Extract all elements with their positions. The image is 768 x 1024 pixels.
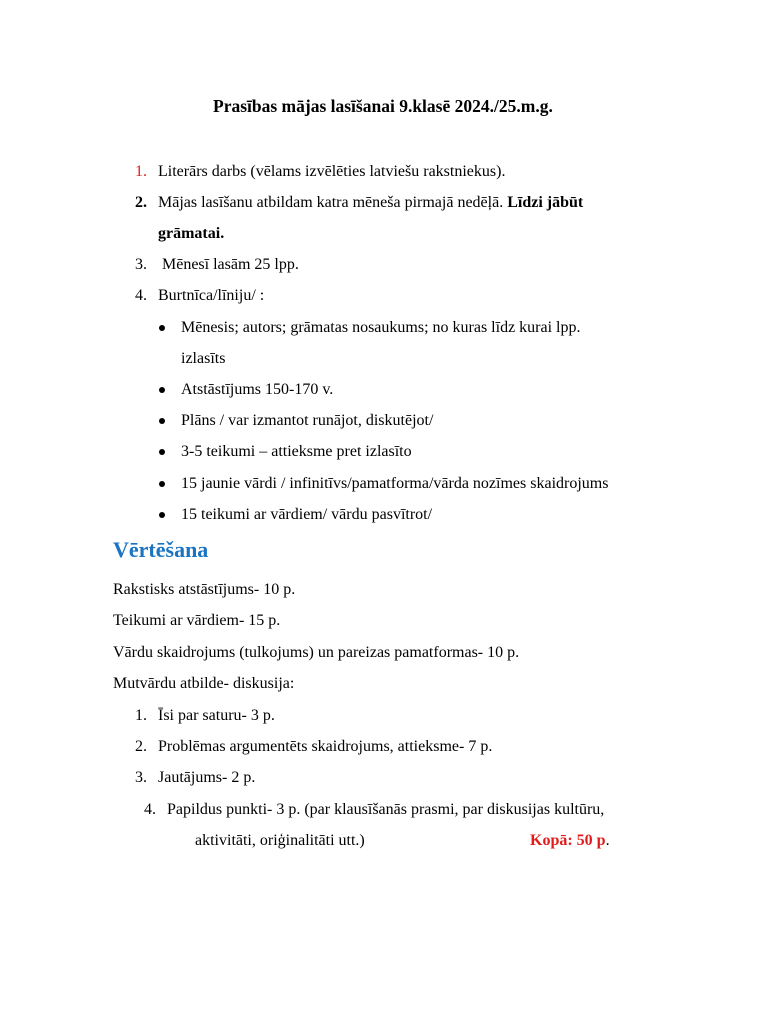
bullet-icon	[159, 418, 165, 424]
total-score-suffix: .	[605, 832, 610, 849]
oral-item: Papildus punkti- 3 p. (par klausīšanās prasmi, par diskusijas kultūru,	[167, 801, 605, 818]
list-number: 2.	[135, 194, 147, 211]
bullet-item: 15 teikumi ar vārdiem/ vārdu pasvītrot/	[181, 506, 433, 523]
grading-line: Teikumi ar vārdiem- 15 p.	[113, 612, 281, 629]
list-item: Literārs darbs (vēlams izvēlēties latviešu rakstniekus).	[158, 163, 506, 180]
oral-number: 2.	[135, 738, 147, 755]
bullet-icon	[159, 512, 165, 518]
bullet-item: 15 jaunie vārdi / infinitīvs/pamatforma/vārda nozīmes skaidrojums	[181, 475, 609, 492]
bullet-item-continuation: izlasīts	[181, 350, 226, 367]
list-item: Mēnesī lasām 25 lpp.	[162, 256, 299, 273]
oral-item: Problēmas argumentēts skaidrojums, attieksme- 7 p.	[158, 738, 493, 755]
total-score-value: Kopā: 50 p	[530, 832, 606, 849]
oral-item: Jautājums- 2 p.	[158, 769, 256, 786]
bullet-icon	[159, 449, 165, 455]
oral-item-continuation: aktivitāti, oriģinalitāti utt.)	[195, 832, 365, 849]
oral-number: 1.	[135, 707, 147, 724]
list-item	[158, 193, 583, 213]
bullet-item: Atstāstījums 150-170 v.	[181, 381, 334, 398]
list-number: 3.	[135, 256, 147, 273]
bullet-icon	[159, 387, 165, 393]
list-item-bold: Līdzi jābūt	[507, 194, 584, 211]
oral-number: 3.	[135, 769, 147, 786]
list-item: Burtnīca/līniju/ :	[158, 287, 265, 304]
page-title: Prasības mājas lasīšanai 9.klasē 2024./25.m.g.	[213, 96, 553, 116]
bullet-icon	[159, 481, 165, 487]
total-score	[530, 831, 610, 851]
bullet-item: 3-5 teikumi – attieksme pret izlasīto	[181, 443, 412, 460]
grading-line: Rakstisks atstāstījums- 10 p.	[113, 581, 296, 598]
grading-line: Mutvārdu atbilde- diskusija:	[113, 675, 295, 692]
oral-item: Īsi par saturu- 3 p.	[158, 707, 275, 724]
list-number: 1.	[135, 163, 147, 180]
list-item-text: Mājas lasīšanu atbildam katra mēneša pirmajā nedēļā.	[158, 194, 504, 211]
list-number: 4.	[135, 287, 147, 304]
bullet-icon	[159, 325, 165, 331]
list-item-continuation: grāmatai.	[158, 225, 225, 242]
oral-number: 4.	[144, 801, 156, 818]
bullet-item: Plāns / var izmantot runājot, diskutējot/	[181, 412, 434, 429]
grading-heading: Vērtēšana	[113, 537, 209, 562]
grading-line: Vārdu skaidrojums (tulkojums) un pareizas pamatformas- 10 p.	[113, 644, 520, 661]
bullet-item: Mēnesis; autors; grāmatas nosaukums; no kuras līdz kurai lpp.	[181, 319, 581, 336]
